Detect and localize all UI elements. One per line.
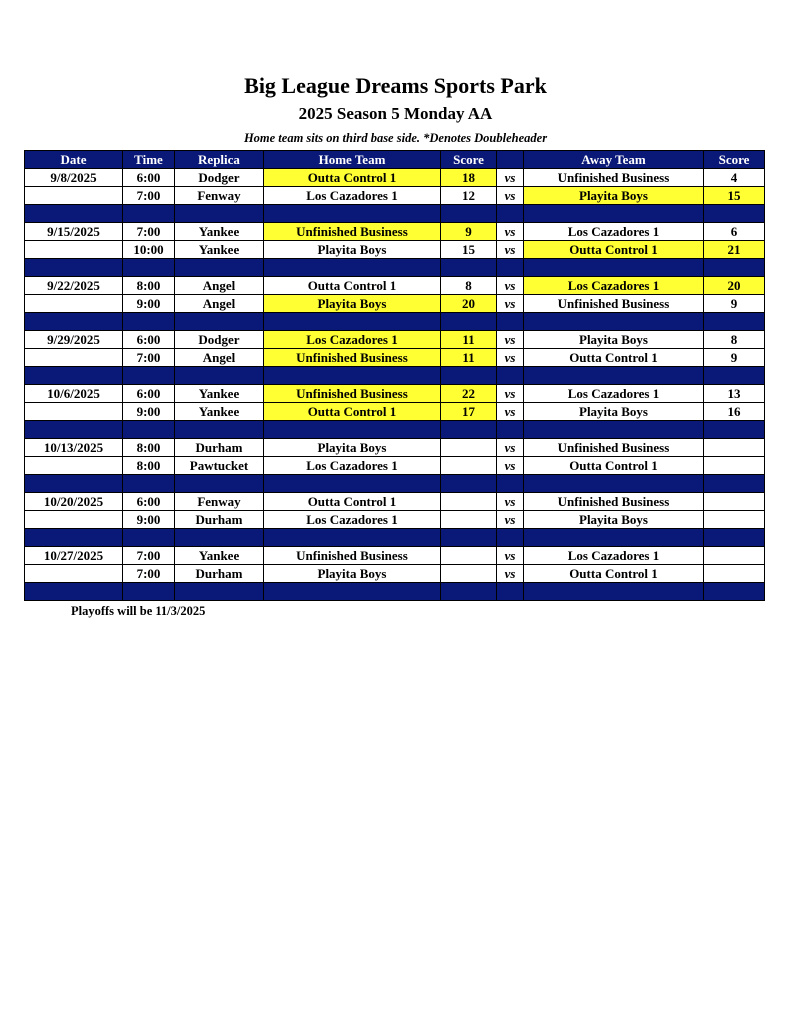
game-row [25, 223, 765, 241]
game-row [25, 349, 765, 367]
home-score [441, 493, 497, 511]
home-score: 8 [441, 277, 497, 295]
game-time: 7:00 [123, 565, 175, 583]
game-replica: Durham [175, 565, 264, 583]
game-time: 9:00 [123, 403, 175, 421]
page-title: Big League Dreams Sports Park [244, 73, 547, 98]
game-time: 8:00 [123, 277, 175, 295]
home-team: Outta Control 1 [264, 403, 441, 421]
separator-cell [264, 421, 441, 439]
away-team: Playita Boys [524, 187, 704, 205]
separator-cell [264, 475, 441, 493]
separator-cell [441, 313, 497, 331]
game-time: 9:00 [123, 295, 175, 313]
home-team: Unfinished Business [264, 547, 441, 565]
home-score: 20 [441, 295, 497, 313]
away-score [704, 547, 765, 565]
game-date: 10/27/2025 [25, 547, 123, 565]
game-row [25, 331, 765, 349]
separator-cell [123, 421, 175, 439]
game-replica: Fenway [175, 187, 264, 205]
separator-cell [704, 583, 765, 601]
separator-cell [175, 313, 264, 331]
game-time: 7:00 [123, 187, 175, 205]
playoffs-note: Playoffs will be 11/3/2025 [71, 604, 206, 618]
game-row [25, 241, 765, 259]
away-team: Outta Control 1 [524, 349, 704, 367]
game-replica: Dodger [175, 331, 264, 349]
home-score [441, 511, 497, 529]
game-row [25, 439, 765, 457]
separator-cell [524, 529, 704, 547]
vs-label: vs [497, 277, 524, 295]
away-team: Outta Control 1 [524, 565, 704, 583]
vs-label: vs [497, 187, 524, 205]
game-date: 9/15/2025 [25, 223, 123, 241]
home-score: 17 [441, 403, 497, 421]
home-score [441, 565, 497, 583]
away-team: Unfinished Business [524, 439, 704, 457]
game-row [25, 547, 765, 565]
game-row [25, 403, 765, 421]
game-replica: Durham [175, 511, 264, 529]
separator-cell [123, 475, 175, 493]
away-team: Los Cazadores 1 [524, 385, 704, 403]
home-score: 18 [441, 169, 497, 187]
separator-cell [497, 475, 524, 493]
away-score: 6 [704, 223, 765, 241]
game-time: 6:00 [123, 331, 175, 349]
away-team: Unfinished Business [524, 493, 704, 511]
schedule-note: Home team sits on third base side. *Denotes Doubleheader [243, 131, 548, 145]
separator-cell [704, 421, 765, 439]
separator-cell [524, 421, 704, 439]
separator-cell [123, 583, 175, 601]
separator-cell [497, 205, 524, 223]
game-time: 6:00 [123, 385, 175, 403]
game-replica: Yankee [175, 223, 264, 241]
separator-cell [441, 367, 497, 385]
vs-label: vs [497, 439, 524, 457]
page-subtitle: 2025 Season 5 Monday AA [298, 104, 493, 123]
separator-cell [497, 313, 524, 331]
separator-cell [704, 475, 765, 493]
separator-cell [524, 259, 704, 277]
away-score [704, 457, 765, 475]
game-replica: Angel [175, 349, 264, 367]
game-row [25, 187, 765, 205]
home-team: Unfinished Business [264, 385, 441, 403]
week-separator [25, 529, 765, 547]
game-time: 8:00 [123, 439, 175, 457]
separator-cell [123, 313, 175, 331]
home-score [441, 439, 497, 457]
home-score: 22 [441, 385, 497, 403]
game-date: 9/29/2025 [25, 331, 123, 349]
game-row [25, 169, 765, 187]
separator-cell [441, 205, 497, 223]
separator-cell [524, 205, 704, 223]
away-score: 13 [704, 385, 765, 403]
col-header-away-score: Score [704, 151, 765, 169]
home-team: Unfinished Business [264, 223, 441, 241]
separator-cell [441, 583, 497, 601]
game-replica: Yankee [175, 403, 264, 421]
game-replica: Yankee [175, 241, 264, 259]
vs-label: vs [497, 349, 524, 367]
vs-label: vs [497, 565, 524, 583]
away-score: 4 [704, 169, 765, 187]
col-header-away-team: Away Team [524, 151, 704, 169]
home-team: Outta Control 1 [264, 277, 441, 295]
game-date [25, 565, 123, 583]
away-score: 16 [704, 403, 765, 421]
vs-label: vs [497, 295, 524, 313]
separator-cell [524, 475, 704, 493]
away-team: Playita Boys [524, 403, 704, 421]
vs-label: vs [497, 511, 524, 529]
game-replica: Yankee [175, 547, 264, 565]
week-separator [25, 205, 765, 223]
game-replica: Dodger [175, 169, 264, 187]
game-replica: Yankee [175, 385, 264, 403]
week-separator [25, 259, 765, 277]
vs-label: vs [497, 331, 524, 349]
separator-cell [497, 367, 524, 385]
game-date: 10/13/2025 [25, 439, 123, 457]
game-replica: Angel [175, 295, 264, 313]
away-team: Los Cazadores 1 [524, 277, 704, 295]
separator-cell [123, 205, 175, 223]
separator-cell [264, 583, 441, 601]
separator-cell [25, 583, 123, 601]
separator-cell [704, 313, 765, 331]
col-header-time: Time [123, 151, 175, 169]
col-header-home-score: Score [441, 151, 497, 169]
separator-cell [264, 205, 441, 223]
separator-cell [497, 583, 524, 601]
separator-cell [123, 529, 175, 547]
home-team: Los Cazadores 1 [264, 457, 441, 475]
away-score: 21 [704, 241, 765, 259]
separator-cell [704, 367, 765, 385]
game-date [25, 187, 123, 205]
schedule-body [25, 169, 765, 601]
away-team: Outta Control 1 [524, 241, 704, 259]
game-time: 7:00 [123, 547, 175, 565]
home-score [441, 547, 497, 565]
home-score: 15 [441, 241, 497, 259]
away-score: 20 [704, 277, 765, 295]
away-score: 9 [704, 349, 765, 367]
game-row [25, 565, 765, 583]
home-team: Playita Boys [264, 241, 441, 259]
game-time: 9:00 [123, 511, 175, 529]
separator-cell [441, 529, 497, 547]
separator-cell [264, 313, 441, 331]
separator-cell [25, 529, 123, 547]
separator-cell [264, 367, 441, 385]
home-team: Unfinished Business [264, 349, 441, 367]
away-team: Playita Boys [524, 331, 704, 349]
game-date: 10/6/2025 [25, 385, 123, 403]
separator-cell [441, 259, 497, 277]
game-replica: Pawtucket [175, 457, 264, 475]
separator-cell [175, 583, 264, 601]
separator-cell [25, 367, 123, 385]
vs-label: vs [497, 223, 524, 241]
game-date [25, 349, 123, 367]
game-time: 7:00 [123, 349, 175, 367]
separator-cell [175, 421, 264, 439]
home-team: Playita Boys [264, 565, 441, 583]
separator-cell [704, 259, 765, 277]
separator-cell [524, 313, 704, 331]
home-score: 11 [441, 349, 497, 367]
game-time: 7:00 [123, 223, 175, 241]
col-header-home-team: Home Team [264, 151, 441, 169]
away-score: 9 [704, 295, 765, 313]
game-row [25, 457, 765, 475]
game-time: 8:00 [123, 457, 175, 475]
home-score: 11 [441, 331, 497, 349]
separator-cell [25, 205, 123, 223]
separator-cell [25, 475, 123, 493]
away-score [704, 439, 765, 457]
separator-cell [441, 475, 497, 493]
away-team: Outta Control 1 [524, 457, 704, 475]
game-date [25, 403, 123, 421]
separator-cell [524, 367, 704, 385]
separator-cell [524, 583, 704, 601]
vs-label: vs [497, 547, 524, 565]
game-date: 9/8/2025 [25, 169, 123, 187]
game-date [25, 295, 123, 313]
home-team: Playita Boys [264, 295, 441, 313]
away-score [704, 511, 765, 529]
vs-label: vs [497, 169, 524, 187]
week-separator [25, 313, 765, 331]
game-date: 9/22/2025 [25, 277, 123, 295]
game-date [25, 241, 123, 259]
away-team: Playita Boys [524, 511, 704, 529]
separator-cell [497, 421, 524, 439]
col-header-replica: Replica [175, 151, 264, 169]
home-team: Los Cazadores 1 [264, 187, 441, 205]
game-row [25, 493, 765, 511]
separator-cell [497, 529, 524, 547]
game-row [25, 385, 765, 403]
game-time: 6:00 [123, 169, 175, 187]
game-row [25, 295, 765, 313]
game-replica: Fenway [175, 493, 264, 511]
separator-cell [441, 421, 497, 439]
separator-cell [704, 205, 765, 223]
separator-cell [123, 259, 175, 277]
game-time: 10:00 [123, 241, 175, 259]
separator-cell [175, 475, 264, 493]
separator-cell [175, 367, 264, 385]
separator-cell [704, 529, 765, 547]
game-date [25, 457, 123, 475]
separator-cell [25, 313, 123, 331]
separator-cell [25, 421, 123, 439]
home-score: 12 [441, 187, 497, 205]
away-team: Unfinished Business [524, 295, 704, 313]
game-replica: Durham [175, 439, 264, 457]
away-team: Los Cazadores 1 [524, 547, 704, 565]
away-score [704, 493, 765, 511]
separator-cell [264, 259, 441, 277]
game-time: 6:00 [123, 493, 175, 511]
game-replica: Angel [175, 277, 264, 295]
week-separator [25, 583, 765, 601]
week-separator [25, 421, 765, 439]
vs-label: vs [497, 457, 524, 475]
separator-cell [25, 259, 123, 277]
header-row [25, 151, 765, 169]
schedule-table [24, 150, 765, 601]
home-score: 9 [441, 223, 497, 241]
week-separator [25, 367, 765, 385]
away-score: 15 [704, 187, 765, 205]
home-team: Outta Control 1 [264, 493, 441, 511]
away-team: Unfinished Business [524, 169, 704, 187]
col-header-date: Date [25, 151, 123, 169]
home-team: Los Cazadores 1 [264, 511, 441, 529]
away-team: Los Cazadores 1 [524, 223, 704, 241]
home-team: Playita Boys [264, 439, 441, 457]
separator-cell [175, 529, 264, 547]
game-row [25, 511, 765, 529]
vs-label: vs [497, 385, 524, 403]
home-team: Outta Control 1 [264, 169, 441, 187]
game-row [25, 277, 765, 295]
away-score [704, 565, 765, 583]
game-date [25, 511, 123, 529]
separator-cell [175, 259, 264, 277]
vs-label: vs [497, 241, 524, 259]
home-team: Los Cazadores 1 [264, 331, 441, 349]
away-score: 8 [704, 331, 765, 349]
vs-label: vs [497, 493, 524, 511]
home-score [441, 457, 497, 475]
separator-cell [497, 259, 524, 277]
game-date: 10/20/2025 [25, 493, 123, 511]
separator-cell [175, 205, 264, 223]
col-header-vs [497, 151, 524, 169]
separator-cell [264, 529, 441, 547]
separator-cell [123, 367, 175, 385]
vs-label: vs [497, 403, 524, 421]
week-separator [25, 475, 765, 493]
